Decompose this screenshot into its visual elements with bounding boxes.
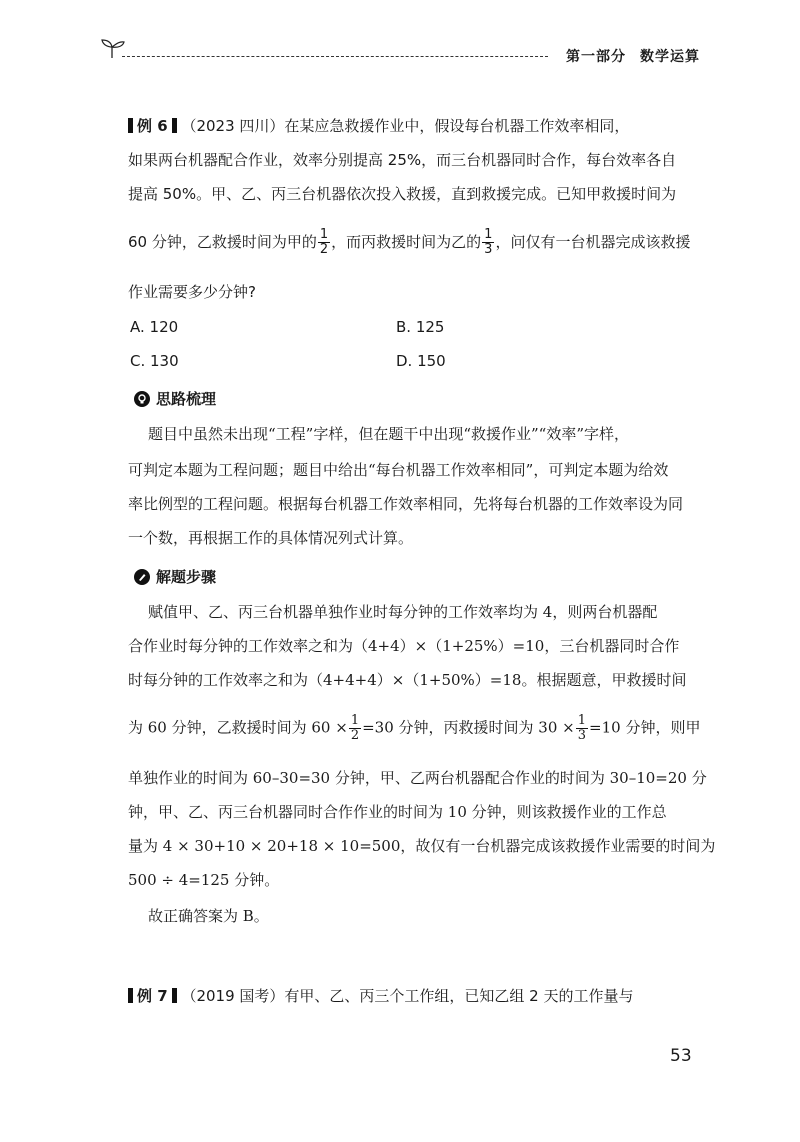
analysis-line-2: 可判定本题为工程问题；题目中给出“每台机器工作效率相同”，可判定本题为给效 xyxy=(128,461,669,479)
fraction-one-half: $\frac{1}{2}$ xyxy=(350,713,360,743)
solution-line-2: 合作业时每分钟的工作效率之和为（4+4）×（1+25%）=10，三台机器同时合作 xyxy=(128,637,680,655)
example6-line4-part1: 60 分钟，乙救援时间为甲的 xyxy=(128,233,317,251)
solution-line4-part3: =10 分钟，则甲 xyxy=(589,718,701,737)
example6-line4-part2: ，而丙救援时间为乙的 xyxy=(331,233,482,251)
option-d: D. 150 xyxy=(396,352,446,370)
header-part: 第一部分 xyxy=(566,49,626,65)
example-marker-right xyxy=(172,118,177,133)
solution-line-7: 量为 4 × 30+10 × 20+18 × 10=500，故仅有一台机器完成该救援作业需要的时间为 xyxy=(128,837,716,855)
example6-label: 例 6 xyxy=(137,117,168,135)
solution-line4-part2: =30 分钟，丙救援时间为 30 × xyxy=(362,718,575,737)
pencil-icon xyxy=(134,569,150,585)
solution-line-1: 赋值甲、乙、丙三台机器单独作业时每分钟的工作效率均为 4，则两台机器配 xyxy=(148,603,658,621)
example6-line-5: 作业需要多少分钟? xyxy=(128,283,256,301)
example-marker-left xyxy=(128,988,133,1003)
header-title xyxy=(566,46,700,66)
header-divider xyxy=(122,56,548,57)
sprout-icon xyxy=(100,36,126,62)
solution-line-3: 时每分钟的工作效率之和为（4+4+4）×（1+50%）=18。根据题意，甲救援时间 xyxy=(128,671,687,689)
solution-line-8: 500 ÷ 4=125 分钟。 xyxy=(128,871,280,889)
lightbulb-icon xyxy=(134,391,150,407)
page-header xyxy=(100,36,700,76)
analysis-title: 思路梳理 xyxy=(156,390,217,408)
example6-line-4 xyxy=(128,228,700,257)
header-section: 数学运算 xyxy=(640,49,700,65)
page-number: 53 xyxy=(670,1046,692,1066)
example7-line-1 xyxy=(128,986,700,1006)
option-c: C. 130 xyxy=(130,352,179,370)
example6-source: （2023 四川） xyxy=(181,117,285,135)
example6-line4-part3: ，问仅有一台机器完成该救援 xyxy=(495,233,691,251)
solution-line-5: 单独作业的时间为 60–30=30 分钟，甲、乙两台机器配合作业的时间为 30–10=20 分 xyxy=(128,769,707,787)
analysis-line-4: 一个数，再根据工作的具体情况列式计算。 xyxy=(128,529,414,547)
option-a: A. 120 xyxy=(130,318,179,336)
fraction-one-half: $\frac{1}{2}$ xyxy=(319,227,329,257)
example7-text: 有甲、乙、丙三个工作组，已知乙组 2 天的工作量与 xyxy=(284,987,634,1005)
example6-line-2: 如果两台机器配合作业，效率分别提高 25%，而三台机器同时合作，每台效率各自 xyxy=(128,151,677,169)
fraction-one-third: $\frac{1}{3}$ xyxy=(484,227,493,257)
example6-line-3: 提高 50%。甲、乙、丙三台机器依次投入救援，直到救援完成。已知甲救援时间为 xyxy=(128,185,677,203)
example-marker-right xyxy=(172,988,177,1003)
solution-line4-part1: 为 60 分钟，乙救援时间为 60 × xyxy=(128,718,348,737)
solution-title: 解题步骤 xyxy=(156,568,217,586)
example7-label: 例 7 xyxy=(137,987,168,1005)
analysis-line-1: 题目中虽然未出现“工程”字样，但在题干中出现“救援作业”“效率”字样， xyxy=(148,425,630,443)
analysis-line-3: 率比例型的工程问题。根据每台机器工作效率相同，先将每台机器的工作效率设为同 xyxy=(128,495,684,513)
solution-answer: 故正确答案为 B。 xyxy=(148,907,269,925)
solution-line-6: 钟，甲、乙、丙三台机器同时合作作业的时间为 10 分钟，则该救援作业的工作总 xyxy=(128,803,667,821)
example7-source: （2019 国考） xyxy=(181,987,285,1005)
fraction-one-third: $\frac{1}{3}$ xyxy=(577,713,587,743)
analysis-heading xyxy=(134,388,216,409)
example6-text-1: 在某应急救援作业中，假设每台机器工作效率相同， xyxy=(284,117,630,135)
solution-line-4 xyxy=(128,714,700,743)
example-marker-left xyxy=(128,118,133,133)
example6-line-1 xyxy=(128,116,700,136)
solution-heading xyxy=(134,566,216,587)
option-b: B. 125 xyxy=(396,318,445,336)
